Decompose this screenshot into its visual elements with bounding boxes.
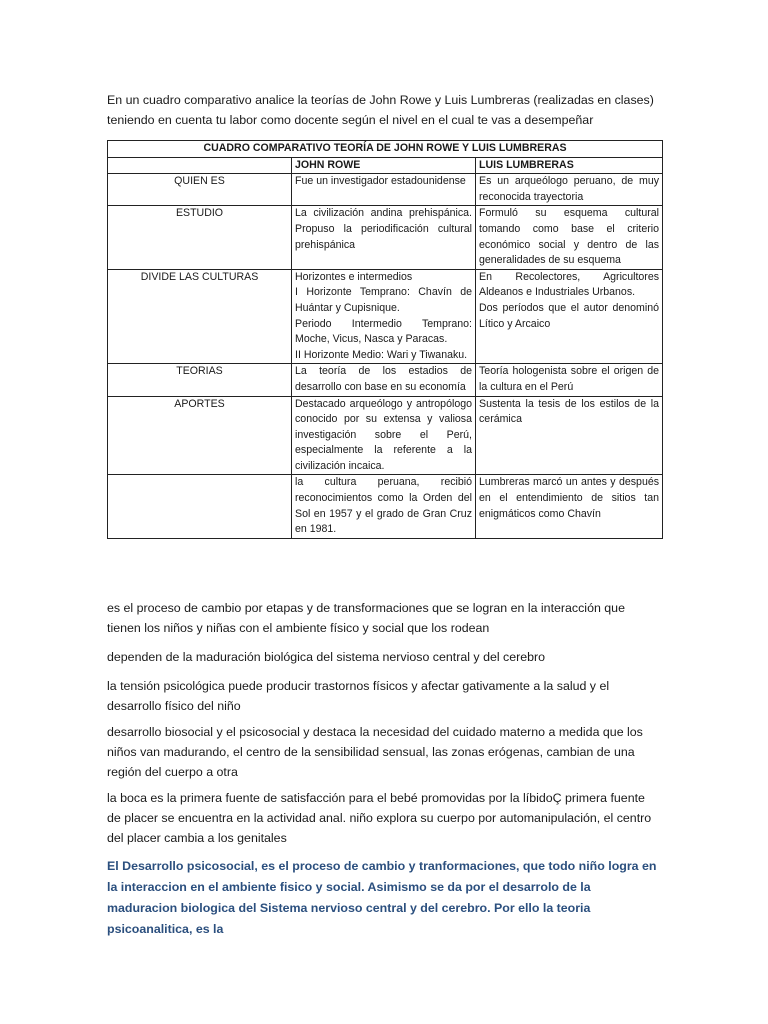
lumbreras-cell: [476, 396, 663, 475]
table-row: [108, 396, 663, 475]
row-label: DIVIDE LAS CULTURAS: [108, 269, 292, 364]
intro-paragraph: En un cuadro comparativo analice la teorías de John Rowe y Luis Lumbreras (realizadas en clases) teniendo en cuenta tu labor como docente según el nivel en el cual te vas a desempeñar: [107, 93, 654, 127]
header-empty-cell: [108, 157, 292, 174]
highlight-paragraph: El Desarrollo psicosocial, es el proceso de cambio y tranformaciones, que todo niño logra en la interaccion en el ambiente fisico y social. Asimismo se da por el desarrolo de la maduracion biologica del Sistema nervioso central y del cerebro. Por ello la teoria psicoanalitica, es la: [107, 859, 657, 936]
rowe-cell: [292, 364, 476, 396]
cell-text: Dos períodos que el autor denominó Lítico y Arcaico: [479, 301, 660, 330]
lumbreras-cell: [476, 269, 663, 364]
body-paragraph: dependen de la maduración biológica del sistema nervioso central y del cerebro: [107, 650, 546, 664]
body-paragraph: la tensión psicológica puede producir trastornos físicos y afectar gativamente a la salud y el desarrollo físico del niño: [107, 679, 610, 713]
comparison-table: [107, 140, 663, 539]
body-paragraph: es el proceso de cambio por etapas y de transformaciones que se logran en la interacción que tienen los niños y niñas con el ambiente físico y social que los rodean: [107, 601, 625, 635]
cell-text: Fue un investigador estadounidense: [295, 175, 466, 188]
table-title-row: [108, 141, 663, 158]
table-row: [108, 475, 663, 538]
cell-text: La teoría de los estadios de desarrollo con base en su economía: [295, 365, 472, 393]
cell-text: I Horizonte Temprano: Chavín de Huántar y Cupisnique.: [295, 286, 472, 314]
row-label: TEORIAS: [108, 364, 292, 396]
table-row: [108, 269, 663, 364]
header-john-rowe: JOHN ROWE: [292, 157, 476, 174]
cell-text: la cultura peruana, recibió reconocimientos como la Orden del Sol en 1957 y el grado de Gran Cruz en 1981.: [295, 476, 472, 536]
cell-text: Es un arqueólogo peruano, de muy reconocida trayectoria: [479, 175, 660, 203]
body-paragraph: desarrollo biosocial y el psicosocial y destaca la necesidad del cuidado materno a medida que los niños van madurando, el centro de la sensibilidad sensual, las zonas erógenas, cambian de una región del cuerpo a otra: [107, 725, 643, 779]
cell-text: Periodo Intermedio Temprano: Moche, Vicus, Nasca y Paracas.: [295, 317, 472, 346]
rowe-cell: [292, 475, 476, 538]
cell-text: Destacado arqueólogo y antropólogo conocido por su extensa y valiosa investigación sobre el Perú, especialmente la referente a la civilización incaica.: [295, 397, 472, 472]
rowe-cell: [292, 396, 476, 475]
cell-text: II Horizonte Medio: Wari y Tiwanaku.: [295, 348, 468, 361]
cell-text: En Recolectores, Agricultores Aldeanos e Industriales Urbanos.: [479, 270, 660, 299]
lumbreras-cell: [476, 206, 663, 269]
cell-text: Teoría hologenista sobre el origen de la cultura en el Perú: [479, 365, 660, 393]
lumbreras-cell: [476, 174, 663, 206]
body-paragraph: la boca es la primera fuente de satisfacción para el bebé promovidas por la líbidoÇ primera fuente de placer se encuentra en la actividad anal. niño explora su cuerpo por automanipulación, el centro del placer cambia a los genitales: [107, 791, 652, 845]
table-row: [108, 206, 663, 269]
cell-text: Sustenta la tesis de los estilos de la cerámica: [479, 397, 660, 426]
cell-text: Horizontes e intermedios: [295, 270, 413, 283]
row-label: [108, 475, 292, 538]
rowe-cell: [292, 269, 476, 364]
row-label: QUIEN ES: [108, 174, 292, 206]
cell-text: Formuló su esquema cultural tomando como base el criterio económico social y dentro de las generalidades de su esquema: [479, 207, 660, 267]
table-header-row: [108, 157, 663, 174]
row-label: ESTUDIO: [108, 206, 292, 269]
table-row: [108, 174, 663, 206]
rowe-cell: [292, 174, 476, 206]
cell-text: Lumbreras marcó un antes y después en el entendimiento de sitios tan enigmáticos como Chavín: [479, 476, 660, 520]
lumbreras-cell: [476, 364, 663, 396]
lumbreras-cell: [476, 475, 663, 538]
header-luis-lumbreras: LUIS LUMBRERAS: [476, 157, 663, 174]
table-row: [108, 364, 663, 396]
cell-text: La civilización andina prehispánica. Propuso la periodificación cultural prehispánica: [295, 207, 472, 251]
table-title: CUADRO COMPARATIVO TEORÍA DE JOHN ROWE Y LUIS LUMBRERAS: [108, 141, 663, 158]
row-label: APORTES: [108, 396, 292, 475]
rowe-cell: [292, 206, 476, 269]
